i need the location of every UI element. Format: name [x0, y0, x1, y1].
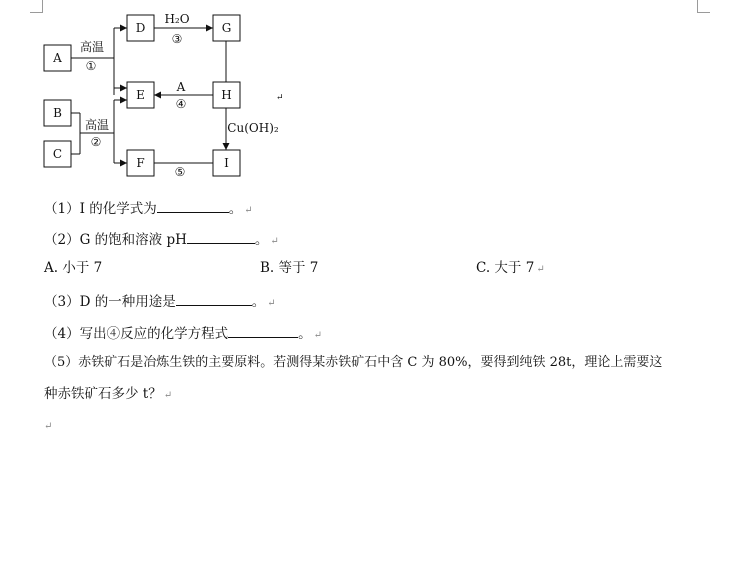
- answer-blank-4: [228, 323, 298, 338]
- question-2: [44, 229, 279, 251]
- box-h-label: H: [221, 88, 232, 102]
- step-3-label: ③: [171, 32, 183, 46]
- box-c-label: C: [52, 147, 63, 161]
- condition-high-temp-2: 高温: [84, 118, 110, 132]
- option-c-text: C. 大于 7: [476, 260, 535, 276]
- answer-blank-3: [176, 291, 252, 306]
- answer-blank-2: [187, 229, 255, 244]
- reagent-a: A: [176, 80, 186, 94]
- question-5-line-2: [44, 385, 172, 405]
- question-2-text: （2）G 的饱和溶液 pH: [44, 232, 187, 248]
- question-1-text: （1）I 的化学式为: [44, 201, 157, 217]
- question-3-end: 。: [251, 294, 266, 310]
- paragraph-mark: ↵: [536, 264, 545, 275]
- step-5-label: ⑤: [174, 165, 186, 179]
- paragraph-mark: ↵: [270, 236, 279, 247]
- question-4-end: 。: [298, 326, 312, 342]
- box-f-label: F: [136, 156, 145, 170]
- question-4-text: （4）写出④反应的化学方程式: [44, 326, 229, 342]
- question-5-line-2-text: 种赤铁矿石多少 t？: [44, 386, 162, 402]
- option-a: A. 小于 7: [44, 260, 103, 276]
- reagent-cu-oh-2: Cu(OH)₂: [227, 121, 279, 135]
- box-i-label: I: [224, 156, 229, 170]
- question-1-end: 。: [228, 201, 243, 217]
- step-4-label: ④: [175, 97, 187, 111]
- question-1: [44, 198, 253, 220]
- box-a-label: A: [53, 51, 62, 65]
- paragraph-mark: ↵: [313, 330, 322, 341]
- reaction-flow-diagram: [0, 0, 756, 190]
- paragraph-mark-diagram: ↵: [276, 93, 284, 103]
- question-3: [44, 291, 276, 313]
- paragraph-mark: ↵: [44, 421, 53, 432]
- question-3-text: （3）D 的一种用途是: [44, 294, 176, 310]
- answer-blank-1: [157, 198, 229, 213]
- box-e-label: E: [136, 88, 145, 102]
- paragraph-mark: ↵: [163, 390, 173, 401]
- step-1-label: ①: [85, 59, 97, 73]
- condition-high-temp-1: 高温: [79, 40, 105, 54]
- step-2-label: ②: [90, 135, 102, 149]
- paragraph-mark: ↵: [244, 205, 253, 216]
- box-d-label: D: [135, 21, 146, 35]
- question-2-end: 。: [254, 232, 269, 248]
- box-g-label: G: [221, 21, 232, 35]
- question-4: [44, 323, 322, 345]
- reagent-h2o: H₂O: [164, 12, 190, 26]
- question-5-line-1: （5）赤铁矿石是冶炼生铁的主要原料。若测得某赤铁矿石中含 C 为 80%，要得到纯铁 28t，理论上需要这: [44, 355, 663, 370]
- paragraph-mark: ↵: [267, 298, 276, 309]
- box-b-label: B: [53, 106, 62, 120]
- option-c: [476, 259, 545, 279]
- empty-paragraph: [44, 416, 52, 436]
- option-b: B. 等于 7: [260, 260, 319, 276]
